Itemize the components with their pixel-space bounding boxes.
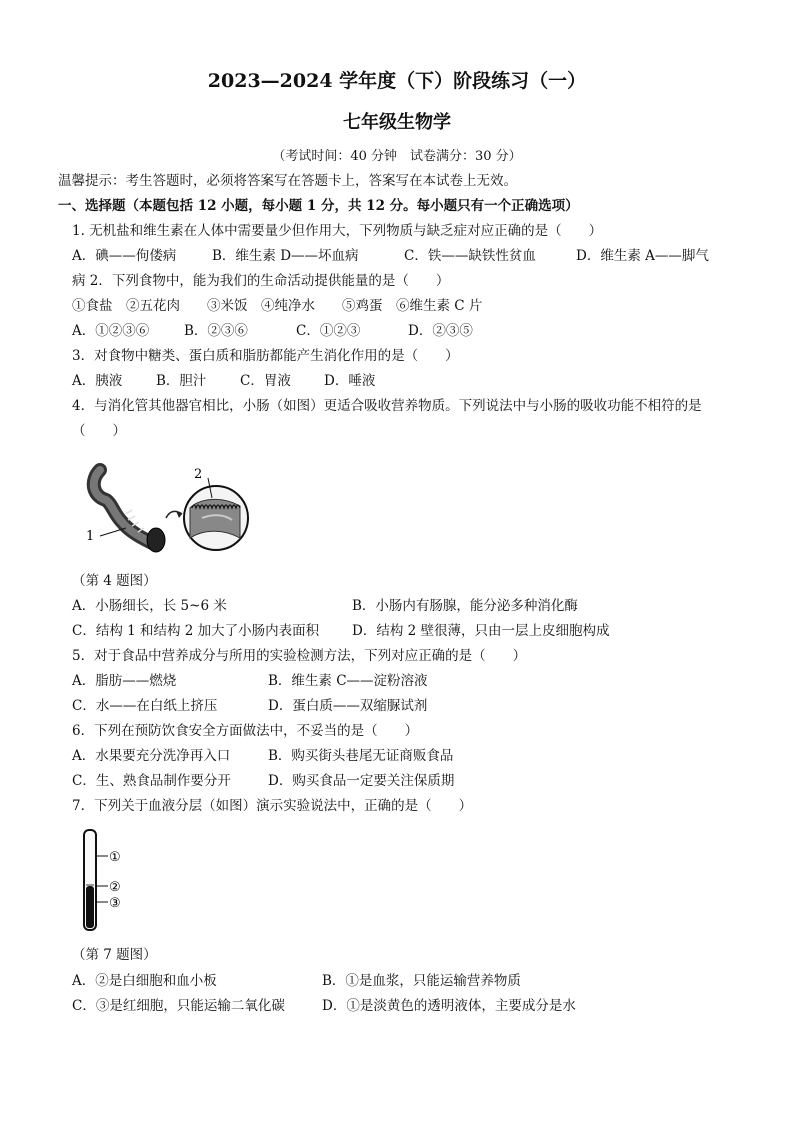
q6-stem: 6．下列在预防饮食安全方面做法中，不妥当的是（ ） [72,723,419,739]
q6-option-a: A．水果要充分洗净再入口 [72,748,231,764]
q7-stem: 7．下列关于血液分层（如图）演示实验说法中，正确的是（ ） [72,798,473,814]
q2-option-d: D．②③⑤ [408,323,473,339]
fig7-label-3: ③ [109,896,121,911]
q3-option-b: B．胆汁 [156,373,207,389]
q7-caption: （第 7 题图） [72,947,157,963]
q3-option-d: D．唾液 [324,373,376,389]
section-heading: 一、选择题（本题包括 12 小题，每小题 1 分，共 12 分。每小题只有一个正确选项） [58,198,579,214]
q1-option-c: C．铁——缺铁性贫血 [404,248,536,264]
q7-option-b: B．①是血浆，只能运输营养物质 [322,973,521,989]
q7-option-d: D．①是淡黄色的透明液体，主要成分是水 [322,998,576,1014]
q4-option-b: B．小肠内有肠腺，能分泌多种消化酶 [352,598,578,614]
q4-caption: （第 4 题图） [72,573,157,589]
q5-option-b: B．维生素 C——淀粉溶液 [268,673,428,689]
q2-option-a: A．①②③⑥ [72,323,150,339]
q4-option-c: C．结构 1 和结构 2 加大了小肠内表面积 [72,623,320,639]
exam-subtitle: 七年级生物学 [343,112,451,133]
q3-option-a: A．胰液 [72,373,123,389]
q6-option-c: C．生、熟食品制作要分开 [72,773,231,789]
q6-option-b: B．购买街头巷尾无证商贩食品 [268,748,454,764]
q4-option-a: A．小肠细长，长 5~6 米 [72,598,227,614]
q2-items: ①食盐 ②五花肉 ③米饭 ④纯净水 ⑤鸡蛋 ⑥维生素 C 片 [72,298,483,314]
q7-option-c: C．③是红细胞，只能运输二氧化碳 [72,998,285,1014]
blood-tube-figure [78,826,138,936]
q5-stem: 5．对于食品中营养成分与所用的实验检测方法，下列对应正确的是（ ） [72,648,527,664]
q1-option-d: D．维生素 A——脚气 [576,248,709,264]
exam-info: （考试时间：40 分钟 试卷满分：30 分） [272,149,522,164]
q5-option-d: D．蛋白质——双缩脲试剂 [268,698,428,714]
q5-option-c: C．水——在白纸上挤压 [72,698,218,714]
q3-option-c: C．胃液 [240,373,291,389]
exam-title: 2023—2024 学年度（下）阶段练习（一） [207,70,587,92]
q1-option-b: B．维生素 D——坏血病 [212,248,359,264]
notice-text: 温馨提示：考生答题时，必须将答案写在答题卡上，答案写在本试卷上无效。 [58,173,517,189]
q2-stem: 病 2．下列食物中，能为我们的生命活动提供能量的是（ ） [72,273,450,289]
fig7-label-2: ② [109,880,121,895]
q2-option-c: C．①②③ [296,323,361,339]
q1-stem: 1. 无机盐和维生素在人体中需要量少但作用大，下列物质与缺乏症对应正确的是（ ） [72,223,603,239]
q7-option-a: A．②是白细胞和血小板 [72,973,217,989]
q3-stem: 3．对食物中糖类、蛋白质和脂肪都能产生消化作用的是（ ） [72,348,459,364]
q6-option-d: D．购买食品一定要关注保质期 [268,773,455,789]
fig4-label-1: 1 [86,529,95,544]
small-intestine-figure [82,458,254,558]
fig4-label-2: 2 [194,467,203,482]
q2-option-b: B．②③⑥ [184,323,248,339]
q4-stem: 4．与消化管其他器官相比，小肠（如图）更适合吸收营养物质。下列说法中与小肠的吸收功能不相符的是 [72,398,702,414]
q4-stem-paren: （ ） [72,423,126,439]
q5-option-a: A．脂肪——燃烧 [72,673,177,689]
q4-option-d: D．结构 2 壁很薄，只由一层上皮细胞构成 [352,623,610,639]
q1-option-a: A．碘——佝偻病 [72,248,177,264]
fig7-label-1: ① [109,850,121,865]
